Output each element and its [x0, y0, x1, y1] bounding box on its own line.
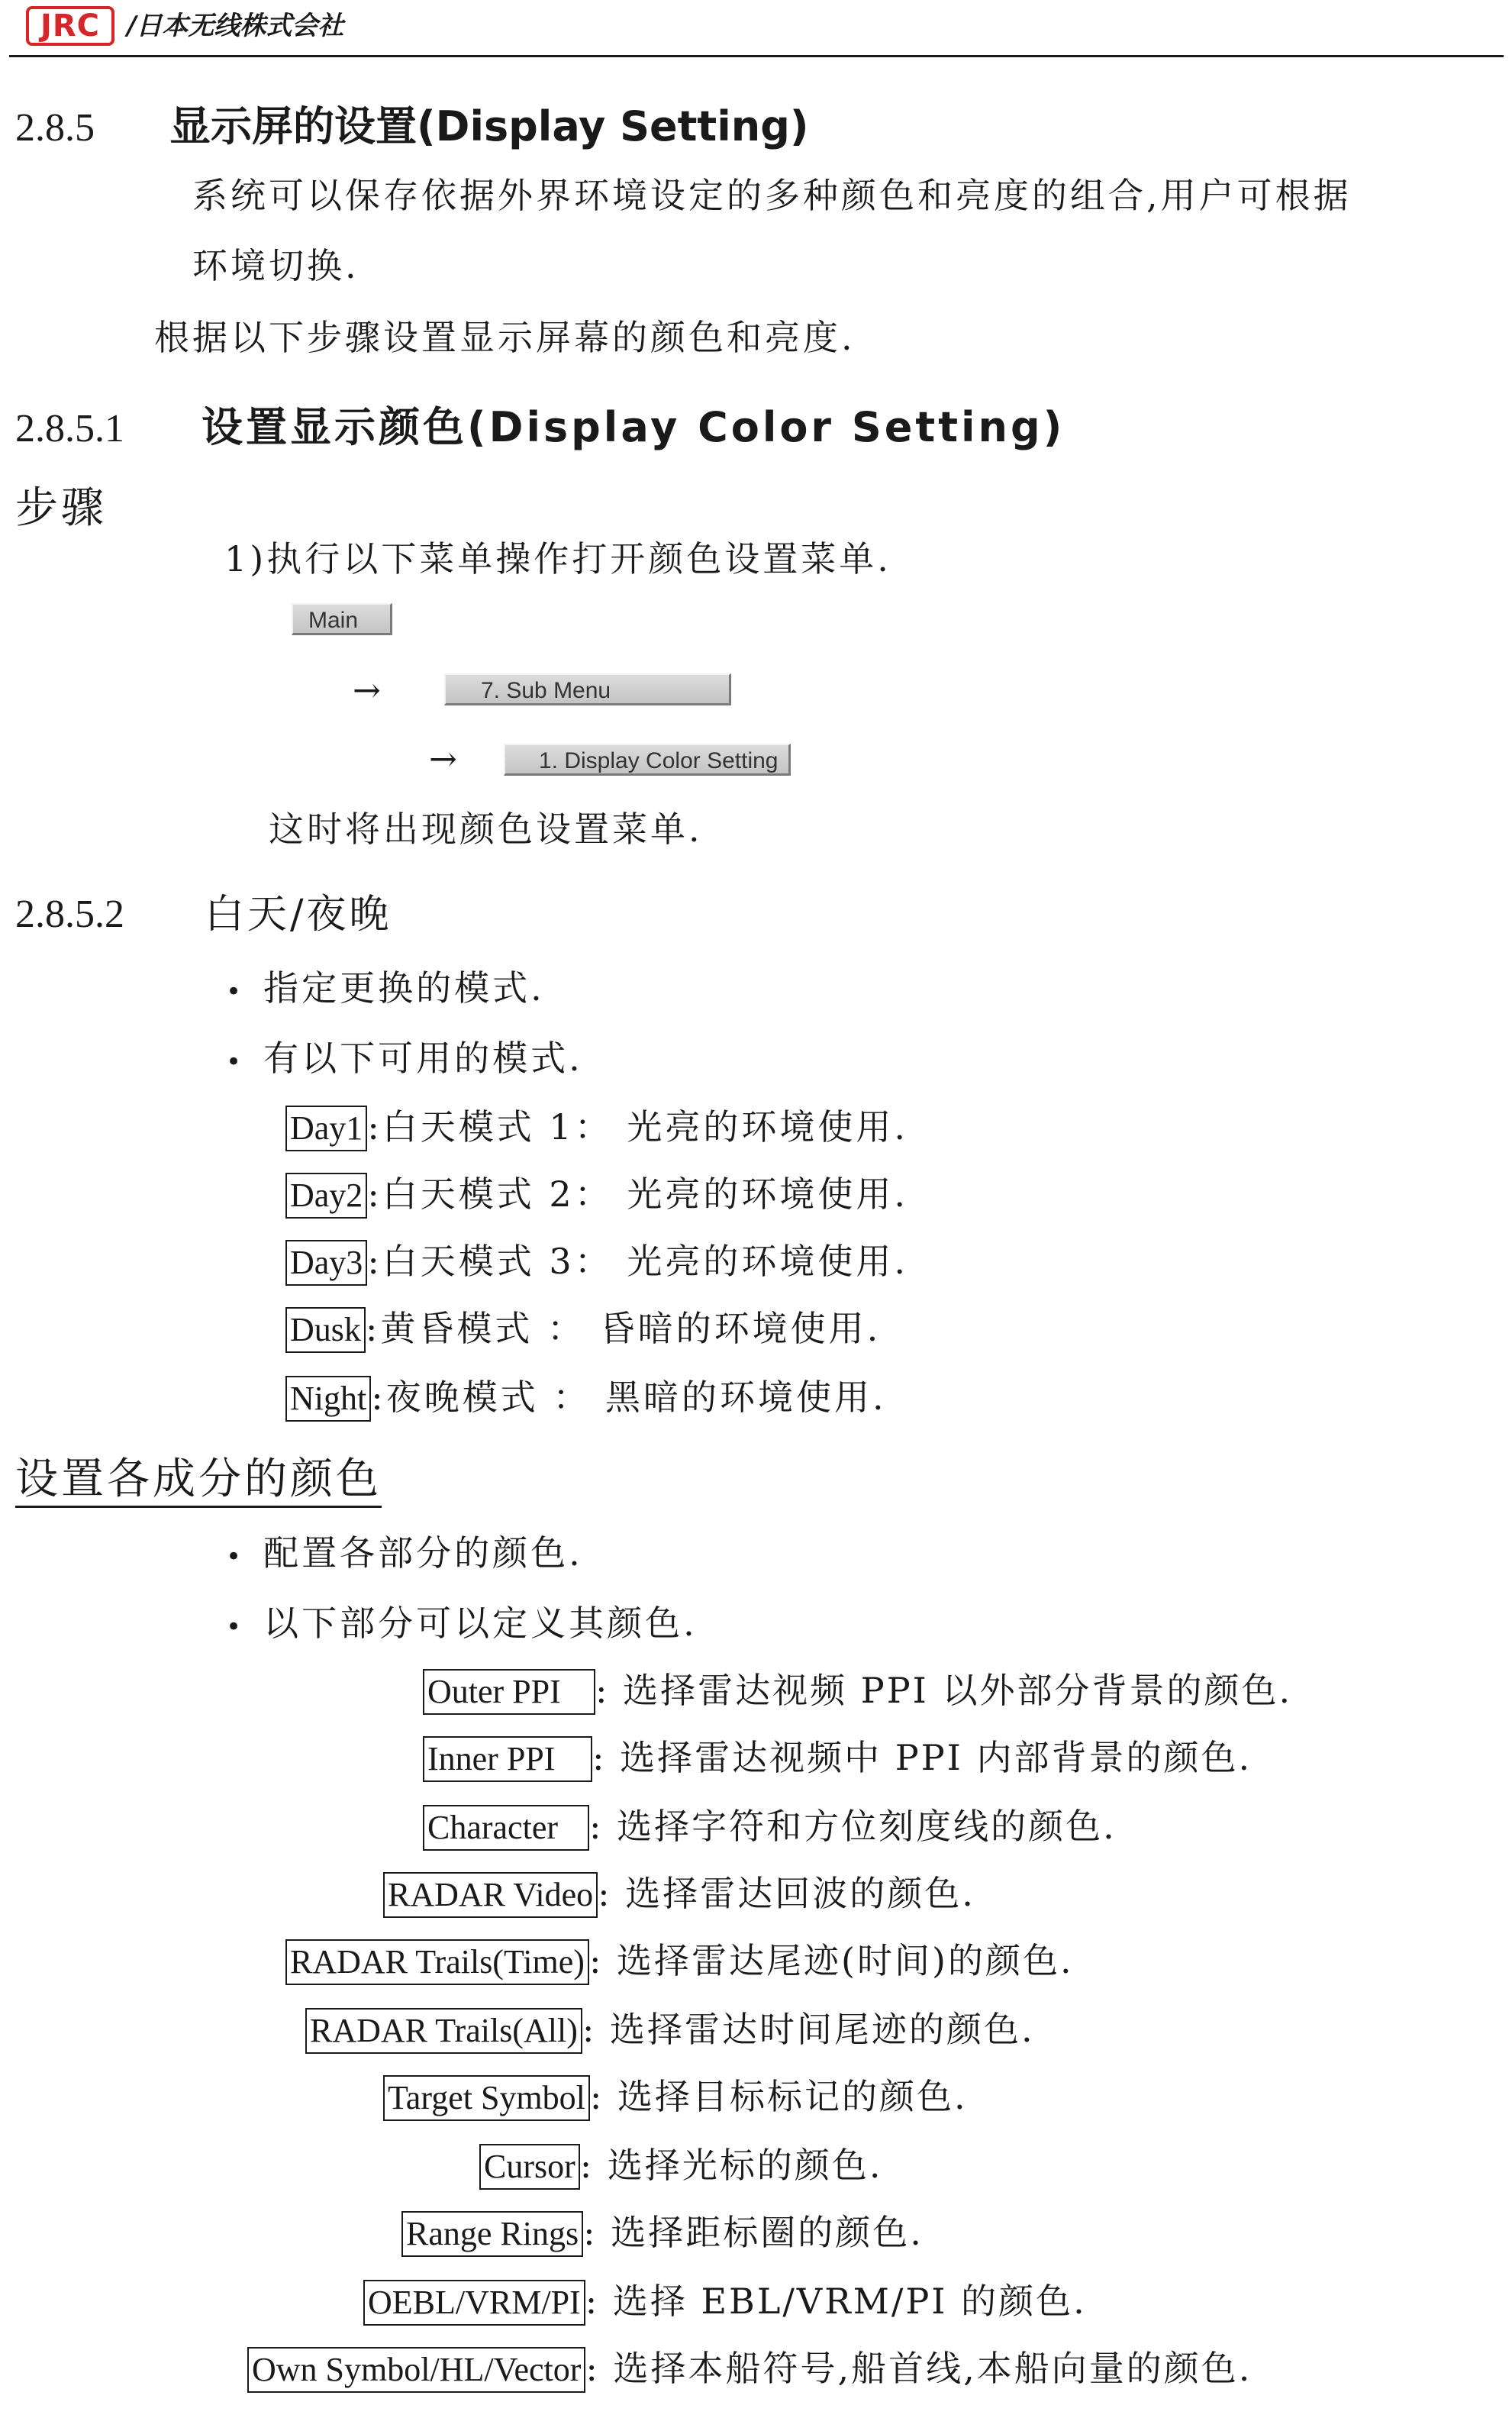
part-desc-target-symbol: : 选择目标标记的颜色. [589, 2076, 968, 2117]
header-divider [9, 55, 1504, 57]
steps-label: 步骤 [15, 483, 107, 533]
part-desc-character: : 选择字符和方位刻度线的颜色. [589, 1806, 1117, 1847]
part-desc-radar-video: : 选择雷达回波的颜色. [598, 1873, 975, 1914]
mode-desc-day2: :白天模式 2： 光亮的环境使用. [367, 1173, 908, 1215]
mode-row-day2 [285, 1171, 908, 1219]
bullet-dot: • [226, 977, 242, 1007]
part-row-character [423, 1803, 1117, 1851]
part-key-outer-ppi: Outer PPI [423, 1669, 595, 1715]
step-1-text: 1)执行以下菜单操作打开颜色设置菜单. [224, 538, 891, 579]
mode-row-day3 [285, 1238, 908, 1286]
part-key-radar-trails-all: RADAR Trails(All) [305, 2008, 582, 2054]
mode-desc-day3: :白天模式 3： 光亮的环境使用. [367, 1241, 908, 1282]
section-number-285: 2.8.5 [15, 106, 95, 150]
part-desc-radar-trails-all: : 选择雷达时间尾迹的颜色. [582, 2009, 1035, 2050]
components-bullet-2-text: 以下部分可以定义其颜色. [263, 1603, 698, 1644]
mode-key-day1: Day1 [285, 1106, 367, 1151]
arrow-1: → [353, 671, 381, 710]
part-row-radar-video [383, 1871, 975, 1918]
arrow-2: → [429, 740, 457, 779]
part-row-inner-ppi [423, 1735, 1252, 1782]
section-number-2852: 2.8.5.2 [15, 893, 124, 936]
components-title [15, 1454, 382, 1506]
section-title-285: 显示屏的设置(Display Setting) [169, 102, 809, 150]
bullet-dot: • [226, 1047, 242, 1077]
mode-desc-dusk: :黄昏模式 ： 昏暗的环境使用. [365, 1308, 882, 1349]
part-row-radar-trails-all [305, 2006, 1035, 2054]
mode-bullet-2 [226, 1035, 583, 1085]
part-key-character: Character [423, 1805, 589, 1851]
part-desc-range-rings: : 选择距标圈的颜色. [583, 2212, 924, 2253]
mode-bullet-2-text: 有以下可用的模式. [263, 1038, 583, 1079]
mode-bullet-1-text: 指定更换的模式. [263, 967, 545, 1009]
mode-row-day1 [285, 1104, 908, 1151]
section-title-2851-text: 设置显示颜色(Display Color Setting) [201, 403, 1065, 451]
jrc-logo: JRC [26, 6, 114, 46]
part-desc-radar-trails-time: : 选择雷达尾迹(时间)的颜色. [588, 1940, 1074, 1981]
mode-desc-night: :夜晚模式 ： 黑暗的环境使用. [371, 1377, 887, 1418]
mode-key-day3: Day3 [285, 1240, 367, 1286]
mode-row-night [285, 1374, 887, 1422]
section-285-paragraph2: 根据以下步骤设置显示屏幕的颜色和亮度. [154, 317, 856, 358]
bullet-dot: • [226, 1542, 242, 1572]
mode-desc-day1: :白天模式 1： 光亮的环境使用. [367, 1106, 908, 1148]
part-row-outer-ppi [423, 1667, 1292, 1715]
part-row-radar-trails-time [285, 1938, 1074, 1985]
part-row-oebl-vrm-pi [363, 2278, 1087, 2326]
part-key-target-symbol: Target Symbol [383, 2075, 590, 2121]
part-key-inner-ppi: Inner PPI [423, 1736, 592, 1782]
part-desc-oebl-vrm-pi: : 选择 EBL/VRM/PI 的颜色. [585, 2281, 1087, 2322]
part-row-own-symbol [247, 2345, 1252, 2393]
mode-key-day2: Day2 [285, 1173, 367, 1219]
section-title-2851 [201, 403, 1065, 453]
menu-display-color-setting-button[interactable]: 1. Display Color Setting [504, 744, 791, 776]
part-row-target-symbol [383, 2074, 968, 2121]
components-title-text: 设置各成分的颜色 [15, 1454, 382, 1508]
mode-key-dusk: Dusk [285, 1307, 366, 1353]
part-key-own-symbol: Own Symbol/HL/Vector [247, 2347, 585, 2393]
bullet-dot: • [226, 1612, 242, 1642]
part-key-range-rings: Range Rings [401, 2211, 583, 2257]
menu-sub-menu-button[interactable]: 7. Sub Menu [444, 673, 731, 705]
components-bullet-1 [226, 1530, 583, 1580]
part-key-radar-video: RADAR Video [383, 1872, 598, 1918]
menu-result-text: 这时将出现颜色设置菜单. [269, 809, 703, 850]
part-key-oebl-vrm-pi: OEBL/VRM/PI [363, 2280, 585, 2326]
part-row-cursor [479, 2142, 883, 2190]
components-bullet-1-text: 配置各部分的颜色. [263, 1532, 583, 1574]
part-desc-inner-ppi: : 选择雷达视频中 PPI 内部背景的颜色. [592, 1737, 1252, 1778]
mode-key-night: Night [285, 1376, 371, 1422]
section-number-2851: 2.8.5.1 [15, 407, 124, 450]
part-desc-outer-ppi: : 选择雷达视频 PPI 以外部分背景的颜色. [595, 1670, 1293, 1711]
mode-bullet-1 [226, 965, 545, 1015]
section-285-paragraph-line1: 系统可以保存依据外界环境设定的多种颜色和亮度的组合,用户可根据 [192, 175, 1352, 216]
section-285-paragraph-line2: 环境切换. [192, 245, 359, 286]
part-row-range-rings [401, 2210, 924, 2257]
menu-main-button[interactable]: Main [292, 603, 392, 635]
mode-row-dusk [285, 1306, 881, 1353]
section-title-2852: 白天/夜晚 [205, 892, 392, 938]
part-desc-own-symbol: : 选择本船符号,船首线,本船向量的颜色. [585, 2348, 1252, 2389]
components-bullet-2 [226, 1600, 698, 1650]
part-key-cursor: Cursor [479, 2144, 580, 2190]
part-key-radar-trails-time: RADAR Trails(Time) [285, 1939, 589, 1985]
company-name: /日本无线株式会社 [127, 11, 344, 41]
part-desc-cursor: : 选择光标的颜色. [579, 2145, 883, 2186]
